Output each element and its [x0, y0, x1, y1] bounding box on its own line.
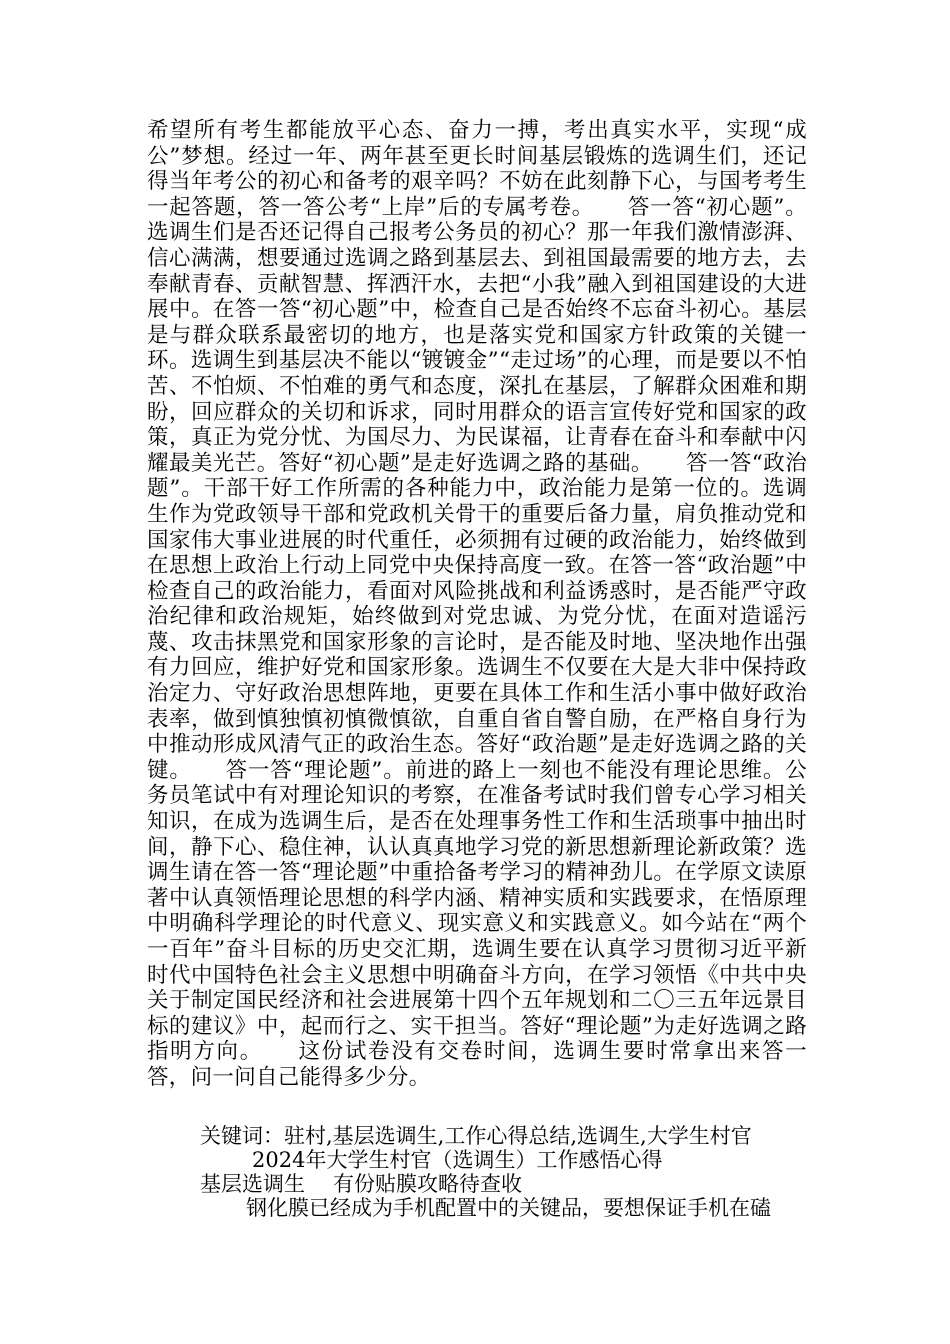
article-body: 希望所有考生都能放平心态、奋力一搏，考出真实水平，实现“成公”梦想。经过一年、两年甚至更长时间基层锻炼的选调生们，还记得当年考公的初心和备考的艰辛吗？不妨在此刻静下心，与国考考生一起答题，答一答公考“上岸”后的专属考卷。 答一答“初心题”。选调生们是否还记得自己报考公务员的初心？那一年我们激情澎湃、信心满满，想要通过选调之路到基层去、到祖国最需要的地方去，去奉献青春、贡献智慧、挥洒汗水，去把“小我”融入到祖国建设的大进展中。在答一答“初心题”中，检查自己是否始终不忘奋斗初心。基层是与群众联系最密切的地方，也是落实党和国家方针政策的关键一环。选调生到基层决不能以“镀镀金”“走过场”的心理，而是要以不怕苦、不怕烦、不怕难的勇气和态度，深扎在基层，了解群众困难和期盼，回应群众的关切和诉求，同时用群众的语言宣传好党和国家的政策，真正为党分忧、为国尽力、为民谋福，让青春在奋斗和奉献中闪耀最美光芒。答好“初心题”是走好选调之路的基础。 答一答“政治题”。干部干好工作所需的各种能力中，政治能力是第一位的。选调生作为党政领导干部和党政机关骨干的重要后备力量，肩负推动党和国家伟大事业进展的时代重任，必须拥有过硬的政治能力，始终做到在思想上政治上行动上同党中央保持高度一致。在答一答“政治题”中检查自己的政治能力，看面对风险挑战和利益诱惑时，是否能严守政治纪律和政治规矩，始终做到对党忠诚、为党分忧，在面对造谣污蔑、攻击抹黑党和国家形象的言论时，是否能及时地、坚决地作出强有力回应，维护好党和国家形象。选调生不仅要在大是大非中保持政治定力、守好政治思想阵地，更要在具体工作和生活小事中做好政治表率，做到慎独慎初慎微慎欲，自重自省自警自励，在严格自身行为中推动形成风清气正的政治生态。答好“政治题”是走好选调之路的关键。 答一答“理论题”。前进的路上一刻也不能没有理论思维。公务员笔试中有对理论知识的考察，在准备考试时我们曾专心学习相关知识，在成为选调生后，是否在处理事务性工作和生活琐事中抽出时间，静下心、稳住神，认认真真地学习党的新思想新理论新政策？选调生请在答一答“理论题”中重拾备考学习的精神劲儿。在学原文读原著中认真领悟理论思想的科学内涵、精神实质和实践要求，在悟原理中明确科学理论的时代意义、现实意义和实践意义。如今站在“两个一百年”奋斗目标的历史交汇期，选调生要在认真学习贯彻习近平新时代中国特色社会主义思想中明确奋斗方向，在学习领悟《中共中央关于制定国民经济和社会进展第十四个五年规划和二〇三五年远景目标的建议》中，起而行之、实干担当。答好“理论题”为走好选调之路指明方向。 这份试卷没有交卷时间，选调生要时常拿出来答一答，问一问自己能得多少分。	[147, 118, 807, 1090]
next-article-opening: 钢化膜已经成为手机配置中的关键品，要想保证手机在磕	[246, 1196, 771, 1220]
keywords-line: 关键词：驻村,基层选调生,工作心得总结,选调生,大学生村官	[200, 1124, 752, 1148]
next-article-subheading	[200, 1172, 522, 1197]
category-label: 基层选调生	[200, 1172, 305, 1196]
next-article-title: 2024年大学生村官（选调生）工作感悟心得	[252, 1148, 663, 1172]
sub-title: 有份贴膜攻略待查收	[333, 1172, 522, 1196]
